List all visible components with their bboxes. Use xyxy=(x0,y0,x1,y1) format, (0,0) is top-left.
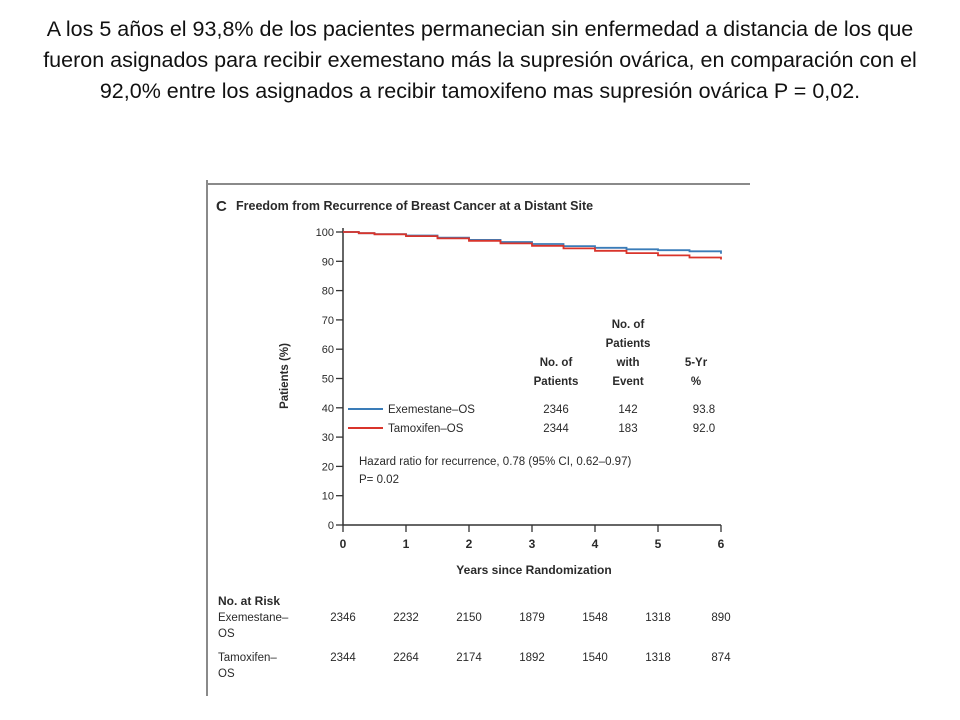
y-tick-label: 50 xyxy=(321,373,334,386)
table-header-events-4: Event xyxy=(612,376,644,388)
y-tick-label: 30 xyxy=(321,432,334,445)
risk-row-label: Tamoxifen– xyxy=(218,652,277,664)
risk-row-label: OS xyxy=(218,668,235,680)
panel-letter: C xyxy=(216,198,227,215)
legend-label-exemestane: Exemestane–OS xyxy=(388,404,475,416)
series-lines xyxy=(343,232,721,260)
risk-title: No. at Risk xyxy=(218,594,281,608)
risk-value: 890 xyxy=(711,612,731,624)
legend-label-tamoxifen: Tamoxifen–OS xyxy=(388,423,464,435)
table-header-patients-2: Patients xyxy=(533,376,579,388)
risk-value: 1318 xyxy=(645,612,671,624)
chart-title: Freedom from Recurrence of Breast Cancer at a Distant Site xyxy=(236,199,594,213)
risk-value: 1879 xyxy=(519,612,545,624)
y-tick-label: 100 xyxy=(315,227,334,239)
table-events-exemestane: 142 xyxy=(618,404,638,416)
chart-svg xyxy=(206,180,750,696)
risk-value: 1548 xyxy=(582,612,608,624)
table-header-patients: No. of xyxy=(539,357,573,369)
x-tick-label: 5 xyxy=(654,537,662,551)
risk-value: 2232 xyxy=(393,612,419,624)
axes xyxy=(316,227,725,551)
risk-value: 1318 xyxy=(645,652,671,664)
y-tick-label: 60 xyxy=(321,344,334,357)
chart-figure xyxy=(206,180,750,696)
x-tick-label: 3 xyxy=(528,537,536,551)
x-tick-label: 4 xyxy=(591,537,599,551)
risk-value: 1540 xyxy=(582,652,608,664)
risk-value: 2346 xyxy=(330,612,356,624)
risk-value: 874 xyxy=(711,652,731,664)
risk-value: 2150 xyxy=(456,612,482,624)
table-patients-exemestane: 2346 xyxy=(543,404,569,416)
x-tick-label: 6 xyxy=(717,537,725,551)
y-tick-label: 70 xyxy=(321,314,334,327)
p-value-annotation: P= 0.02 xyxy=(359,474,399,486)
risk-value: 2344 xyxy=(330,652,356,664)
risk-value: 2264 xyxy=(393,652,419,664)
table-header-events: No. of xyxy=(611,319,645,331)
table-5yr-tamoxifen: 92.0 xyxy=(692,423,716,435)
y-tick-label: 20 xyxy=(321,461,334,474)
risk-table xyxy=(218,612,731,680)
summary-table xyxy=(348,319,715,435)
y-tick-label: 40 xyxy=(321,402,334,415)
x-tick-label: 0 xyxy=(339,537,347,551)
table-header-events-3: with xyxy=(616,357,640,369)
table-header-5yr: 5-Yr xyxy=(684,357,708,369)
y-tick-label: 90 xyxy=(321,256,334,269)
risk-value: 2174 xyxy=(456,652,482,664)
table-patients-tamoxifen: 2344 xyxy=(543,423,569,435)
x-tick-label: 2 xyxy=(465,537,473,551)
hazard-ratio-annotation: Hazard ratio for recurrence, 0.78 (95% CI, 0.62–0.97) xyxy=(359,456,632,468)
y-tick-label: 10 xyxy=(321,490,334,503)
table-events-tamoxifen: 183 xyxy=(618,423,638,435)
risk-row-label: OS xyxy=(218,628,235,640)
series-line-tamoxifen xyxy=(343,232,721,260)
table-header-events-2: Patients xyxy=(605,338,651,350)
x-tick-label: 1 xyxy=(402,537,410,551)
y-axis-label: Patients (%) xyxy=(279,343,291,409)
y-tick-label: 80 xyxy=(321,285,334,298)
table-header-5yr-2: % xyxy=(690,376,702,388)
risk-value: 1892 xyxy=(519,652,545,664)
x-axis-label: Years since Randomization xyxy=(456,563,612,577)
table-5yr-exemestane: 93.8 xyxy=(692,404,716,416)
risk-row-label: Exemestane– xyxy=(218,612,289,624)
slide-title: A los 5 años el 93,8% de los pacientes permanecian sin enfermedad a distancia de los que fueron asignados para recibir exemestano más la supresión ovárica, en comparación con el 92,0% entre los asignados a recibir tamoxifeno mas supresión ovárica P = 0,02. xyxy=(43,17,917,103)
y-tick-label: 0 xyxy=(327,520,334,532)
